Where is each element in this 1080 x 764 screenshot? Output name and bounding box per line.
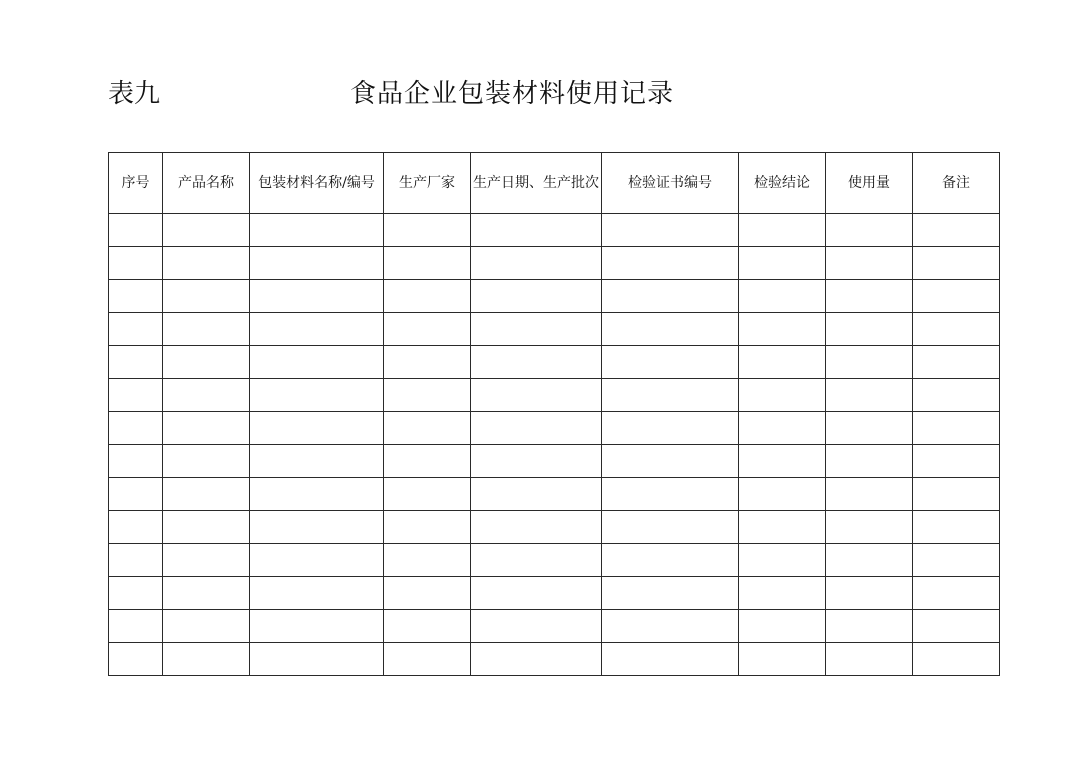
table-cell[interactable] (109, 313, 163, 346)
table-cell[interactable] (826, 280, 913, 313)
table-cell[interactable] (826, 412, 913, 445)
table-cell[interactable] (471, 445, 602, 478)
table-cell[interactable] (913, 478, 1000, 511)
table-cell[interactable] (739, 379, 826, 412)
table-cell[interactable] (826, 247, 913, 280)
table-cell[interactable] (602, 577, 739, 610)
table-row (109, 610, 1000, 643)
table-cell[interactable] (163, 280, 250, 313)
table-row (109, 412, 1000, 445)
table-cell[interactable] (471, 643, 602, 676)
table-cell[interactable] (602, 247, 739, 280)
table-cell[interactable] (602, 445, 739, 478)
table-label: 表九 (108, 79, 161, 109)
table-cell[interactable] (826, 643, 913, 676)
table-row (109, 544, 1000, 577)
table-cell[interactable] (471, 379, 602, 412)
table-cell[interactable] (250, 610, 384, 643)
table-cell[interactable] (913, 577, 1000, 610)
table-cell[interactable] (250, 247, 384, 280)
table-cell[interactable] (163, 511, 250, 544)
table-cell[interactable] (109, 577, 163, 610)
table-row (109, 511, 1000, 544)
table-cell[interactable] (163, 346, 250, 379)
table-cell[interactable] (471, 313, 602, 346)
table-cell[interactable] (471, 412, 602, 445)
table-cell[interactable] (471, 247, 602, 280)
table-cell[interactable] (163, 247, 250, 280)
table-cell[interactable] (739, 478, 826, 511)
column-header-production-date-batch: 生产日期、生产批次 (471, 153, 602, 214)
table-cell[interactable] (602, 610, 739, 643)
table-cell[interactable] (739, 280, 826, 313)
table-cell[interactable] (739, 610, 826, 643)
column-header-product-name: 产品名称 (163, 153, 250, 214)
table-cell[interactable] (250, 445, 384, 478)
table-row (109, 379, 1000, 412)
table-cell[interactable] (826, 379, 913, 412)
table-cell[interactable] (913, 544, 1000, 577)
table-cell[interactable] (739, 346, 826, 379)
table-cell[interactable] (913, 511, 1000, 544)
table-cell[interactable] (109, 280, 163, 313)
table-cell[interactable] (109, 544, 163, 577)
table-cell[interactable] (384, 610, 471, 643)
table-cell[interactable] (250, 544, 384, 577)
table-cell[interactable] (602, 412, 739, 445)
table-cell[interactable] (826, 214, 913, 247)
table-cell[interactable] (471, 511, 602, 544)
table-cell[interactable] (163, 544, 250, 577)
table-cell[interactable] (913, 643, 1000, 676)
table-cell[interactable] (250, 643, 384, 676)
table-cell[interactable] (384, 478, 471, 511)
table-body (109, 214, 1000, 676)
column-header-inspection-certificate: 检验证书编号 (602, 153, 739, 214)
column-header-manufacturer: 生产厂家 (384, 153, 471, 214)
table-cell[interactable] (109, 511, 163, 544)
record-table (108, 152, 1000, 676)
column-header-packaging-material: 包装材料名称/编号 (250, 153, 384, 214)
table-cell[interactable] (163, 478, 250, 511)
table-cell[interactable] (602, 313, 739, 346)
table-cell[interactable] (109, 379, 163, 412)
table-cell[interactable] (602, 544, 739, 577)
table-cell[interactable] (913, 412, 1000, 445)
table-cell[interactable] (913, 214, 1000, 247)
table-cell[interactable] (602, 643, 739, 676)
table-cell[interactable] (739, 445, 826, 478)
table-cell[interactable] (826, 610, 913, 643)
table-row (109, 643, 1000, 676)
table-cell[interactable] (739, 577, 826, 610)
table-cell[interactable] (739, 511, 826, 544)
table-row (109, 445, 1000, 478)
column-header-remarks: 备注 (913, 153, 1000, 214)
table-cell[interactable] (163, 379, 250, 412)
column-header-inspection-conclusion: 检验结论 (739, 153, 826, 214)
table-cell[interactable] (384, 214, 471, 247)
table-cell[interactable] (384, 511, 471, 544)
table-row (109, 214, 1000, 247)
table-cell[interactable] (250, 577, 384, 610)
table-header-row (109, 153, 1000, 214)
table-cell[interactable] (384, 412, 471, 445)
table-cell[interactable] (163, 577, 250, 610)
table-cell[interactable] (826, 445, 913, 478)
table-cell[interactable] (471, 346, 602, 379)
table-cell[interactable] (384, 379, 471, 412)
table-row (109, 478, 1000, 511)
table-cell[interactable] (826, 346, 913, 379)
table-cell[interactable] (250, 412, 384, 445)
table-cell[interactable] (602, 214, 739, 247)
table-cell[interactable] (471, 214, 602, 247)
table-cell[interactable] (602, 379, 739, 412)
table-cell[interactable] (250, 313, 384, 346)
table-cell[interactable] (913, 313, 1000, 346)
table-cell[interactable] (109, 214, 163, 247)
table-cell[interactable] (913, 379, 1000, 412)
table-cell[interactable] (739, 544, 826, 577)
table-cell[interactable] (602, 511, 739, 544)
table-cell[interactable] (384, 643, 471, 676)
table-cell[interactable] (384, 544, 471, 577)
table-cell[interactable] (250, 280, 384, 313)
table-cell[interactable] (739, 247, 826, 280)
table-cell[interactable] (826, 511, 913, 544)
table-row (109, 577, 1000, 610)
table-cell[interactable] (826, 313, 913, 346)
table-cell[interactable] (384, 247, 471, 280)
table-cell[interactable] (471, 577, 602, 610)
table-cell[interactable] (109, 478, 163, 511)
table-cell[interactable] (250, 214, 384, 247)
table-cell[interactable] (109, 445, 163, 478)
table-cell[interactable] (109, 412, 163, 445)
table-row (109, 346, 1000, 379)
table-row (109, 313, 1000, 346)
table-row (109, 280, 1000, 313)
table-cell[interactable] (471, 280, 602, 313)
table-cell[interactable] (384, 445, 471, 478)
table-cell[interactable] (109, 643, 163, 676)
column-header-usage-amount: 使用量 (826, 153, 913, 214)
table-cell[interactable] (739, 214, 826, 247)
table-cell[interactable] (250, 478, 384, 511)
table-cell[interactable] (163, 610, 250, 643)
table-row (109, 247, 1000, 280)
table-cell[interactable] (163, 445, 250, 478)
table-cell[interactable] (913, 346, 1000, 379)
table-cell[interactable] (739, 412, 826, 445)
table-cell[interactable] (163, 412, 250, 445)
table-cell[interactable] (163, 214, 250, 247)
table-cell[interactable] (384, 346, 471, 379)
table-cell[interactable] (913, 247, 1000, 280)
table-cell[interactable] (739, 643, 826, 676)
table-cell[interactable] (826, 544, 913, 577)
table-cell[interactable] (739, 313, 826, 346)
table-cell[interactable] (109, 610, 163, 643)
table-cell[interactable] (384, 280, 471, 313)
table-cell[interactable] (913, 610, 1000, 643)
table-cell[interactable] (109, 247, 163, 280)
table-cell[interactable] (471, 544, 602, 577)
table-cell[interactable] (913, 280, 1000, 313)
table-cell[interactable] (826, 577, 913, 610)
table-cell[interactable] (250, 379, 384, 412)
page-title: 食品企业包装材料使用记录 (350, 79, 675, 109)
table-cell[interactable] (471, 478, 602, 511)
table-cell[interactable] (163, 643, 250, 676)
column-header-serial-number: 序号 (109, 153, 163, 214)
table-cell[interactable] (109, 346, 163, 379)
table-cell[interactable] (163, 313, 250, 346)
table-cell[interactable] (602, 478, 739, 511)
table-cell[interactable] (384, 577, 471, 610)
table-cell[interactable] (250, 346, 384, 379)
table-cell[interactable] (602, 280, 739, 313)
table-cell[interactable] (913, 445, 1000, 478)
table-cell[interactable] (384, 313, 471, 346)
table-cell[interactable] (471, 610, 602, 643)
table-cell[interactable] (250, 511, 384, 544)
table-cell[interactable] (602, 346, 739, 379)
table-cell[interactable] (826, 478, 913, 511)
